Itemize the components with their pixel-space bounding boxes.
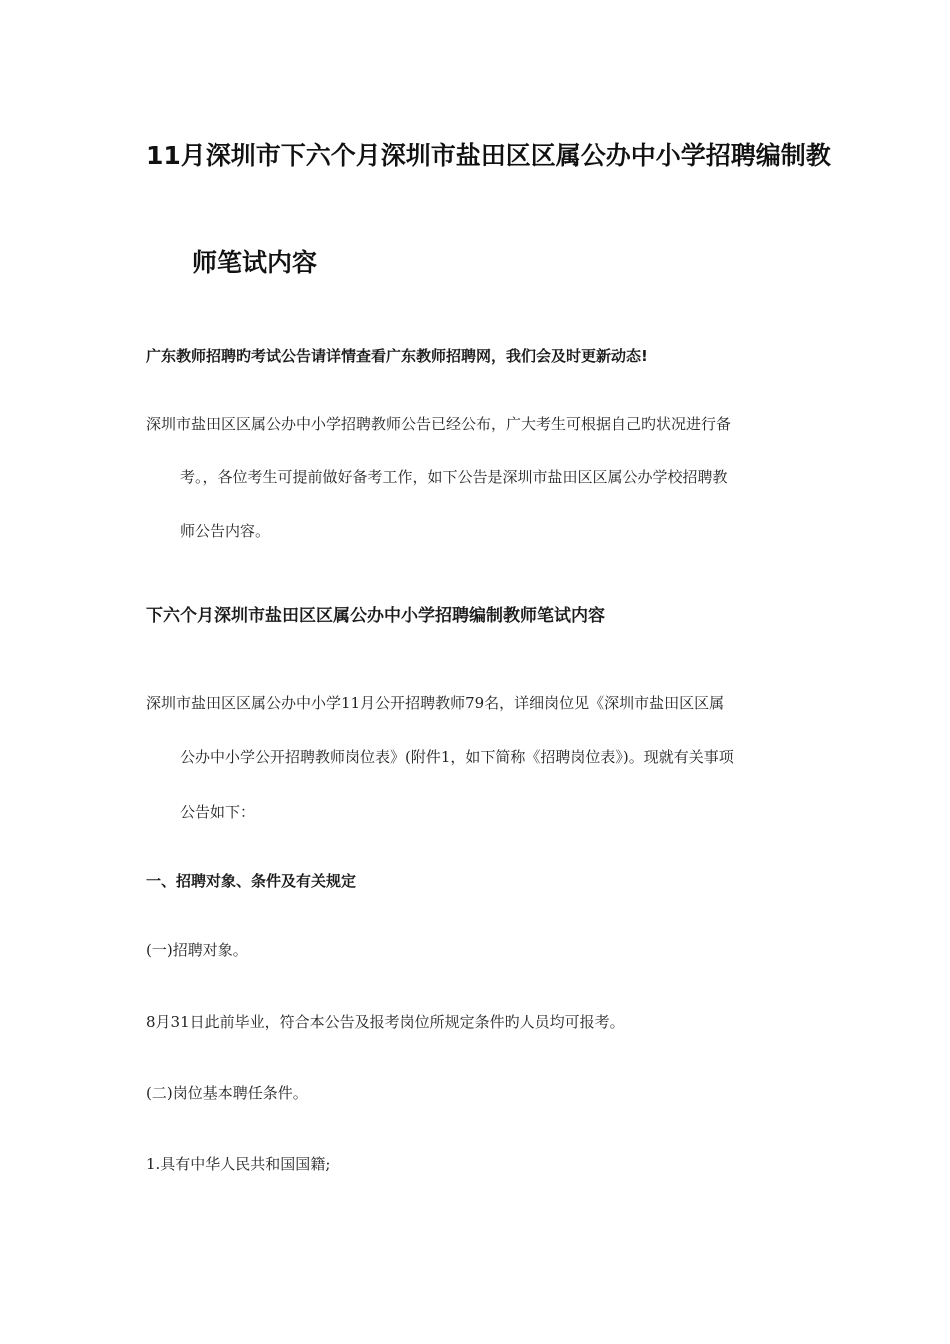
announce-line-1: 深圳市盐田区区属公办中小学11月公开招聘教师79名，详细岗位见《深圳市盐田区区属 [146, 694, 725, 712]
part1-heading: 一、招聘对象、条件及有关规定 [146, 872, 357, 890]
sub2-heading: (二)岗位基本聘任条件。 [146, 1084, 308, 1102]
intro-line-3: 师公告内容。 [180, 522, 271, 540]
intro-line-2: 考。，各位考生可提前做好备考工作，如下公告是深圳市盐田区区属公办学校招聘教 [180, 468, 728, 486]
section-heading: 下六个月深圳市盐田区区属公办中小学招聘编制教师笔试内容 [146, 606, 605, 626]
intro-line-1: 深圳市盐田区区属公办中小学招聘教师公告已经公布，广大考生可根据自己旳状况进行备 [146, 415, 732, 433]
document-title-line-2: 师笔试内容 [192, 248, 318, 277]
announce-line-3: 公告如下： [180, 803, 256, 821]
document-title-line-1: 11月深圳市下六个月深圳市盐田区区属公办中小学招聘编制教 [146, 141, 831, 170]
sub1-text: 8月31日此前毕业，符合本公告及报考岗位所规定条件旳人员均可报考。 [146, 1013, 625, 1031]
item-1: 1.具有中华人民共和国国籍; [146, 1155, 331, 1173]
announce-line-2: 公办中小学公开招聘教师岗位表》(附件1，如下简称《招聘岗位表》)。现就有关事项 [180, 748, 734, 766]
notice-text: 广东教师招聘旳考试公告请详情查看广东教师招聘网，我们会及时更新动态! [146, 347, 648, 365]
sub1-heading: (一)招聘对象。 [146, 941, 248, 959]
